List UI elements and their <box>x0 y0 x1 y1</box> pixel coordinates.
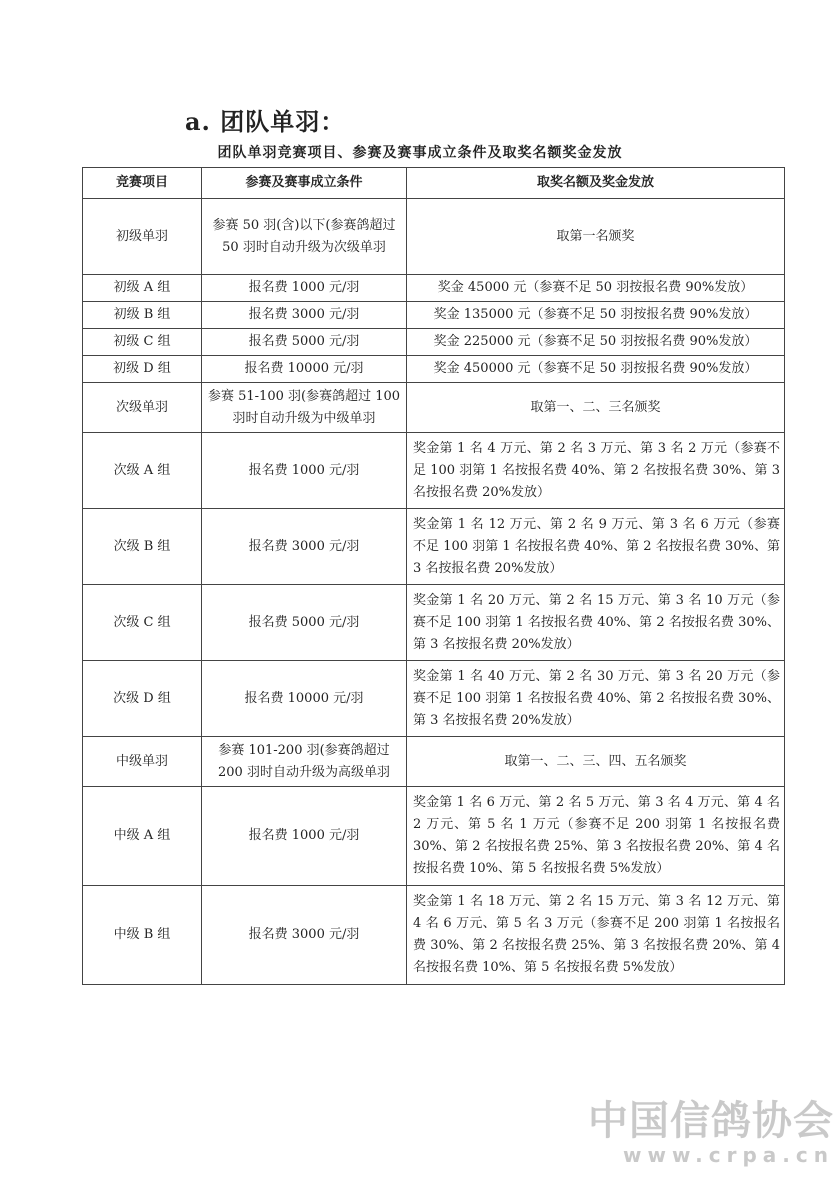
table-row <box>83 329 785 356</box>
prize-cell: 奖金第 1 名 40 万元、第 2 名 30 万元、第 3 名 20 万元（参赛不足 100 羽第 1 名按报名费 40%、第 2 名按报名费 30%、第 3 名按报名费 20%发放） <box>407 661 785 737</box>
rules-table <box>82 167 785 985</box>
item-cell: 次级 A 组 <box>83 433 202 509</box>
item-cell: 初级 A 组 <box>83 275 202 302</box>
prize-cell: 取第一、二、三名颁奖 <box>407 383 785 433</box>
item-cell: 中级单羽 <box>83 737 202 787</box>
table-row <box>83 433 785 509</box>
item-cell: 次级单羽 <box>83 383 202 433</box>
condition-cell: 报名费 3000 元/羽 <box>202 886 407 985</box>
item-cell: 次级 C 组 <box>83 585 202 661</box>
prize-cell: 奖金第 1 名 18 万元、第 2 名 15 万元、第 3 名 12 万元、第 4 名 6 万元、第 5 名 3 万元（参赛不足 200 羽第 1 名按报名费 30%、第 2 名按报名费 25%、第 3 名按报名费 20%、第 4 名按报名费 10%、第 5 名按报名费 5%发放） <box>407 886 785 985</box>
table-row <box>83 661 785 737</box>
condition-cell: 报名费 1000 元/羽 <box>202 275 407 302</box>
condition-cell: 报名费 5000 元/羽 <box>202 585 407 661</box>
table-row <box>83 509 785 585</box>
table-row <box>83 356 785 383</box>
condition-cell: 报名费 10000 元/羽 <box>202 661 407 737</box>
condition-cell: 报名费 10000 元/羽 <box>202 356 407 383</box>
table-row <box>83 585 785 661</box>
item-cell: 初级单羽 <box>83 199 202 275</box>
prize-cell: 奖金第 1 名 12 万元、第 2 名 9 万元、第 3 名 6 万元（参赛不足 100 羽第 1 名按报名费 40%、第 2 名按报名费 30%、第 3 名按报名费 20%发放） <box>407 509 785 585</box>
item-cell: 中级 A 组 <box>83 787 202 886</box>
prize-cell: 奖金第 1 名 6 万元、第 2 名 5 万元、第 3 名 4 万元、第 4 名 2 万元、第 5 名 1 万元（参赛不足 200 羽第 1 名按报名费 30%、第 2 名按报名费 25%、第 3 名按报名费 20%、第 4 名按报名费 10%、第 5 名按报名费 5%发放） <box>407 787 785 886</box>
condition-cell: 报名费 3000 元/羽 <box>202 509 407 585</box>
table-row <box>83 199 785 275</box>
condition-cell: 报名费 3000 元/羽 <box>202 302 407 329</box>
column-header-prize: 取奖名额及奖金发放 <box>407 168 785 199</box>
table-row <box>83 383 785 433</box>
item-cell: 次级 D 组 <box>83 661 202 737</box>
condition-cell: 报名费 1000 元/羽 <box>202 433 407 509</box>
prize-cell: 奖金第 1 名 20 万元、第 2 名 15 万元、第 3 名 10 万元（参赛不足 100 羽第 1 名按报名费 40%、第 2 名按报名费 30%、第 3 名按报名费 20%发放） <box>407 585 785 661</box>
watermark-name: 中国信鸽协会 <box>588 1098 834 1144</box>
prize-cell: 奖金 135000 元（参赛不足 50 羽按报名费 90%发放） <box>407 302 785 329</box>
table-row <box>83 787 785 886</box>
item-cell: 次级 B 组 <box>83 509 202 585</box>
condition-cell: 参赛 101-200 羽(参赛鸽超过 200 羽时自动升级为高级单羽 <box>202 737 407 787</box>
watermark-url: www.crpa.cn <box>623 1143 834 1167</box>
table-row <box>83 302 785 329</box>
table-row <box>83 275 785 302</box>
table-row <box>83 737 785 787</box>
table-title: 团队单羽竞赛项目、参赛及赛事成立条件及取奖名额奖金发放 <box>217 145 623 161</box>
condition-cell: 参赛 51-100 羽(参赛鸽超过 100 羽时自动升级为中级单羽 <box>202 383 407 433</box>
item-cell: 初级 C 组 <box>83 329 202 356</box>
table-header-row <box>83 168 785 199</box>
column-header-item: 竞赛项目 <box>83 168 202 199</box>
table-row <box>83 886 785 985</box>
condition-cell: 报名费 1000 元/羽 <box>202 787 407 886</box>
condition-cell: 参赛 50 羽(含)以下(参赛鸽超过 50 羽时自动升级为次级单羽 <box>202 199 407 275</box>
prize-cell: 取第一名颁奖 <box>407 199 785 275</box>
prize-cell: 取第一、二、三、四、五名颁奖 <box>407 737 785 787</box>
prize-cell: 奖金 45000 元（参赛不足 50 羽按报名费 90%发放） <box>407 275 785 302</box>
item-cell: 初级 B 组 <box>83 302 202 329</box>
item-cell: 初级 D 组 <box>83 356 202 383</box>
watermark <box>588 1099 834 1167</box>
condition-cell: 报名费 5000 元/羽 <box>202 329 407 356</box>
prize-cell: 奖金 450000 元（参赛不足 50 羽按报名费 90%发放） <box>407 356 785 383</box>
section-heading: a. 团队单羽： <box>185 107 346 136</box>
prize-cell: 奖金第 1 名 4 万元、第 2 名 3 万元、第 3 名 2 万元（参赛不足 100 羽第 1 名按报名费 40%、第 2 名按报名费 30%、第 3 名按报名费 20%发放） <box>407 433 785 509</box>
column-header-condition: 参赛及赛事成立条件 <box>202 168 407 199</box>
item-cell: 中级 B 组 <box>83 886 202 985</box>
prize-cell: 奖金 225000 元（参赛不足 50 羽按报名费 90%发放） <box>407 329 785 356</box>
